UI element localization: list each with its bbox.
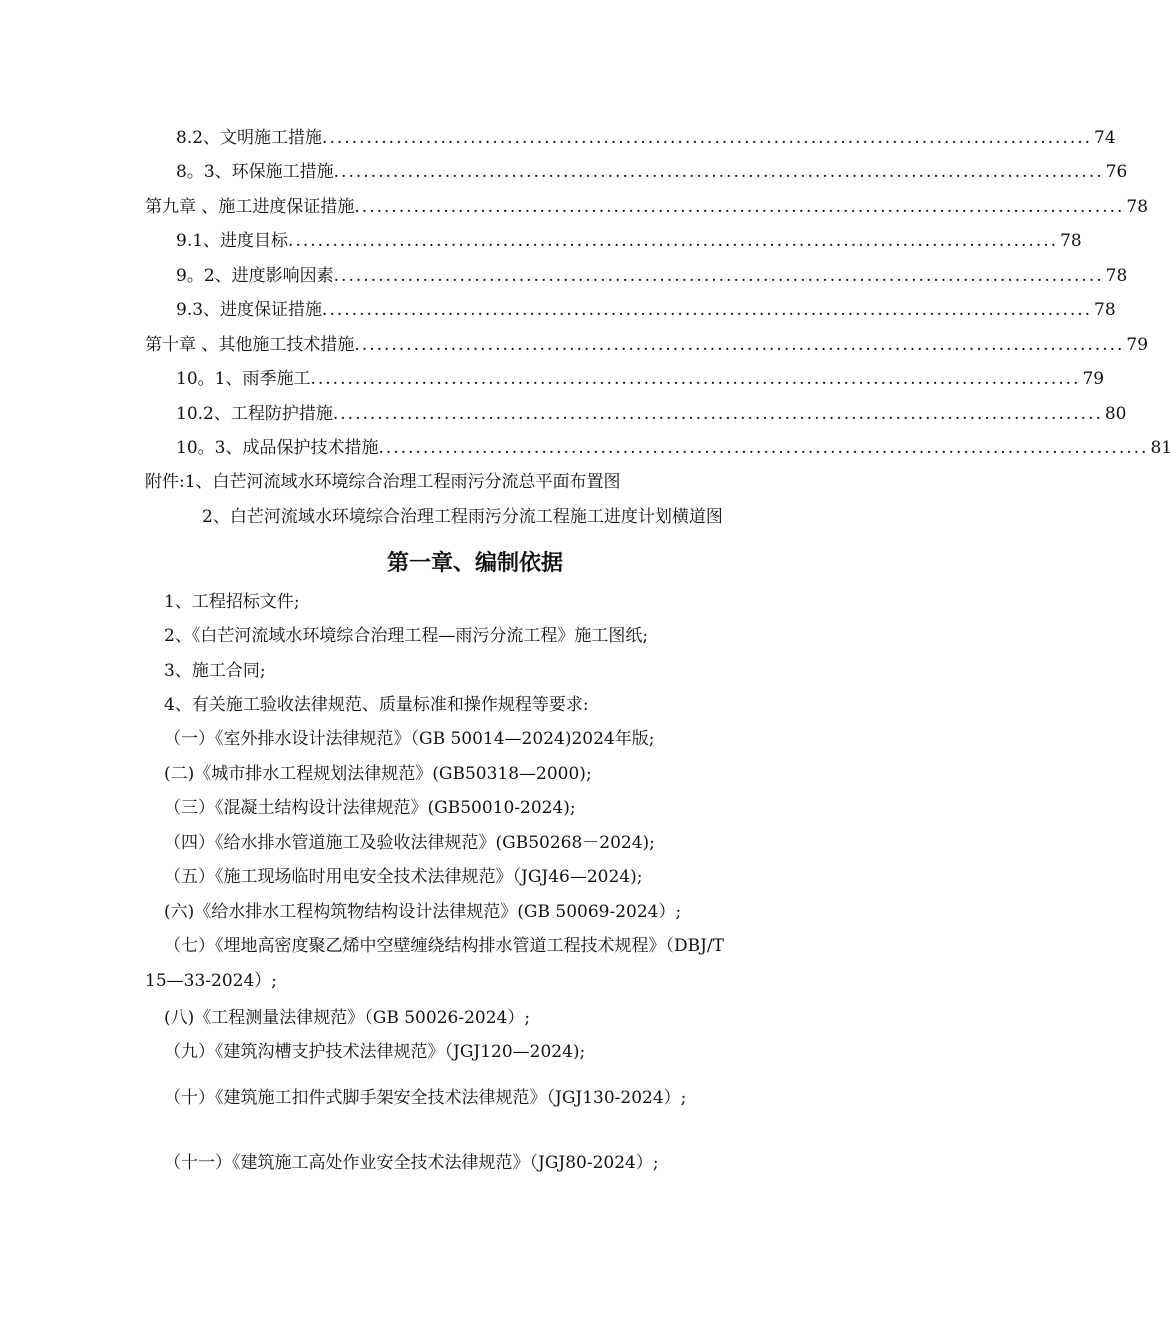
chapter-title: 第一章、编制依据 bbox=[386, 551, 563, 576]
toc-leader: ........................................................................................................ bbox=[333, 266, 1104, 286]
toc-row[interactable] bbox=[0, 298, 1116, 322]
toc-title: 9。2、进度影响因素 bbox=[176, 266, 334, 286]
toc-leader: ........................................................................................................ bbox=[354, 197, 1125, 217]
toc-leader: ........................................................................................................ bbox=[310, 369, 1081, 389]
toc-page-number: 78 bbox=[1094, 300, 1116, 320]
toc-page-number: 78 bbox=[1126, 197, 1149, 217]
toc-page-number: 74 bbox=[1094, 128, 1116, 148]
basis-item: （四）《给水排水管道施工及验收法律规范》(GB50268－2024); bbox=[164, 833, 655, 853]
toc-title: 10。1、雨季施工 bbox=[176, 369, 311, 389]
toc-row[interactable] bbox=[0, 126, 1116, 150]
basis-item: 1、工程招标文件; bbox=[164, 592, 300, 612]
basis-item: 3、施工合同; bbox=[164, 661, 266, 681]
basis-item-continued: 15—33-2024）; bbox=[145, 971, 277, 991]
toc-row[interactable] bbox=[0, 195, 1149, 219]
toc-title: 9.1、进度目标 bbox=[176, 231, 289, 251]
basis-item: 2、《白芒河流域水环境综合治理工程—雨污分流工程》施工图纸; bbox=[164, 626, 649, 646]
basis-item: 4、有关施工验收法律规范、质量标准和操作规程等要求: bbox=[164, 695, 589, 715]
toc-leader: ........................................................................................................ bbox=[333, 162, 1104, 182]
toc-page-number: 78 bbox=[1060, 231, 1082, 251]
toc-leader: ........................................................................................................ bbox=[332, 404, 1103, 424]
basis-item: （九）《建筑沟槽支护技术法律规范》（JGJ120—2024); bbox=[164, 1042, 586, 1062]
toc-title: 第九章 、施工进度保证措施 bbox=[145, 197, 355, 217]
toc-title: 第十章 、其他施工技术措施 bbox=[145, 335, 355, 355]
toc-row[interactable] bbox=[0, 402, 1127, 426]
basis-item: (六)《给水排水工程构筑物结构设计法律规范》(GB 50069-2024）; bbox=[164, 902, 682, 922]
toc-page-number: 76 bbox=[1105, 162, 1128, 182]
toc-row[interactable] bbox=[0, 367, 1105, 391]
toc-title: 8。3、环保施工措施 bbox=[176, 162, 334, 182]
toc-page-number: 79 bbox=[1082, 369, 1105, 389]
toc-page-number: 79 bbox=[1126, 335, 1149, 355]
toc-title: 10。3、成品保护技术措施 bbox=[176, 438, 379, 458]
basis-item: (二)《城市排水工程规划法律规范》(GB50318—2000); bbox=[164, 764, 592, 784]
toc-leader: ........................................................................................................ bbox=[354, 335, 1125, 355]
toc-title: 10.2、工程防护措施 bbox=[176, 404, 333, 424]
toc-row[interactable] bbox=[0, 333, 1149, 357]
basis-item: （十一）《建筑施工高处作业安全技术法律规范》（JGJ80-2024）; bbox=[164, 1153, 659, 1173]
toc-leader: ........................................................................................................ bbox=[322, 300, 1093, 320]
toc-page-number: 81 bbox=[1150, 438, 1172, 458]
attachment-line-2: 2、白芒河流域水环境综合治理工程雨污分流工程施工进度计划横道图 bbox=[202, 507, 723, 527]
toc-page-number: 80 bbox=[1104, 404, 1127, 424]
toc-title: 9.3、进度保证措施 bbox=[176, 300, 323, 320]
attachment-line-1: 附件:1、白芒河流域水环境综合治理工程雨污分流总平面布置图 bbox=[145, 472, 621, 492]
toc-leader: ........................................................................................................ bbox=[288, 231, 1059, 251]
toc-row[interactable] bbox=[0, 160, 1128, 184]
basis-item: （一）《室外排水设计法律规范》（GB 50014—2024)2024年版; bbox=[164, 729, 655, 749]
basis-item: （十）《建筑施工扣件式脚手架安全技术法律规范》（JGJ130-2024）; bbox=[164, 1088, 687, 1108]
toc-title: 8.2、文明施工措施 bbox=[176, 128, 323, 148]
toc-row[interactable] bbox=[0, 229, 1082, 253]
toc-row[interactable] bbox=[0, 264, 1128, 288]
toc-leader: ........................................................................................................ bbox=[378, 438, 1149, 458]
toc-leader: ........................................................................................................ bbox=[322, 128, 1093, 148]
basis-item: （七）《埋地高密度聚乙烯中空壁缠绕结构排水管道工程技术规程》（DBJ/T bbox=[164, 936, 725, 956]
basis-item: （三）《混凝土结构设计法律规范》(GB50010-2024); bbox=[164, 798, 576, 818]
toc-row[interactable] bbox=[0, 436, 1172, 460]
toc-page-number: 78 bbox=[1105, 266, 1128, 286]
basis-item: （五）《施工现场临时用电安全技术法律规范》（JGJ46—2024); bbox=[164, 867, 643, 887]
basis-item: (八)《工程测量法律规范》（GB 50026-2024）; bbox=[164, 1008, 531, 1028]
